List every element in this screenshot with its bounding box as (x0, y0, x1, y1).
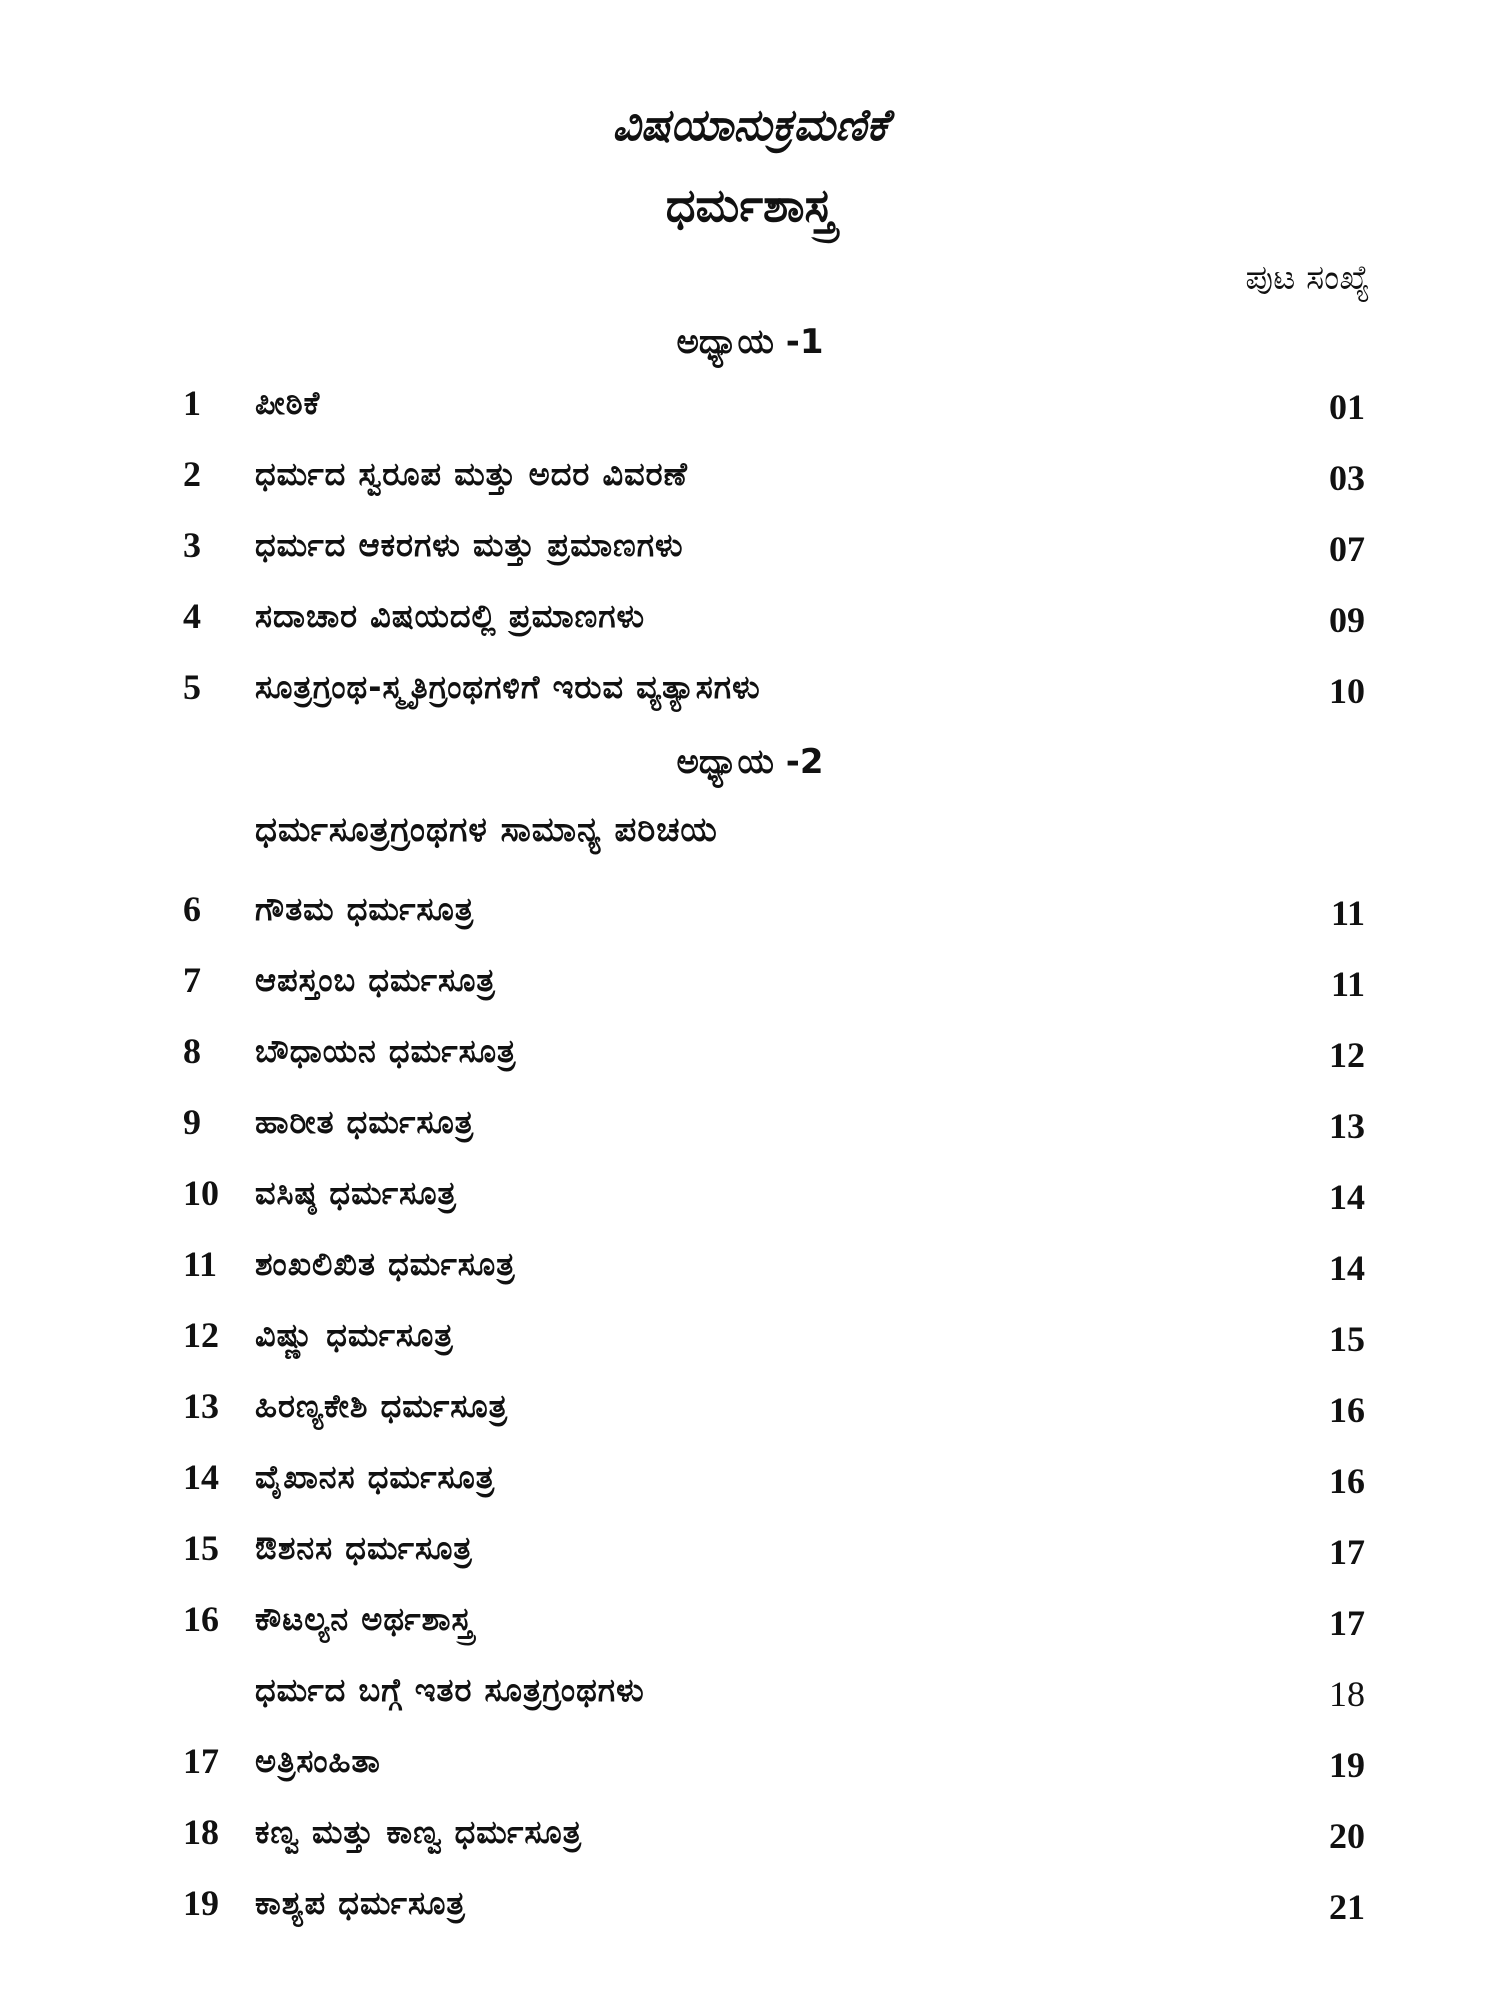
entry-page: 03 (1329, 458, 1365, 498)
entry-number: 10 (183, 1173, 219, 1213)
entry-title: ಕಣ್ವ ಮತ್ತು ಕಾಣ್ವ ಧರ್ಮಸೂತ್ರ (255, 1813, 583, 1851)
entry-number: 17 (183, 1741, 219, 1781)
entry-page: 19 (1329, 1745, 1365, 1785)
entry-title: ಗೌತಮ ಧರ್ಮಸೂತ್ರ (255, 890, 475, 928)
toc-entry[interactable] (0, 524, 1500, 584)
entry-page: 14 (1329, 1177, 1365, 1217)
toc-entry[interactable] (0, 1101, 1500, 1161)
entry-number: 18 (183, 1812, 219, 1852)
entry-page: 16 (1329, 1390, 1365, 1430)
entry-number: 4 (183, 596, 201, 636)
toc-entry[interactable] (0, 959, 1500, 1019)
entry-number: 1 (183, 383, 201, 423)
entry-title: ಪೀಠಿಕೆ (255, 384, 321, 422)
entry-title: ವಿಷ್ಣು ಧರ್ಮಸೂತ್ರ (255, 1316, 454, 1354)
chapter-2-subheading: ಧರ್ಮಸೂತ್ರಗ್ರಂಥಗಳ ಸಾಮಾನ್ಯ ಪರಿಚಯ (255, 810, 718, 850)
entry-number: 11 (183, 1244, 218, 1284)
entry-title: ಸದಾಚಾರ ವಿಷಯದಲ್ಲಿ ಪ್ರಮಾಣಗಳು (255, 597, 646, 635)
entry-number: 6 (183, 889, 201, 929)
entry-page: 21 (1329, 1887, 1365, 1927)
entry-number: 15 (183, 1528, 219, 1568)
entry-page: 20 (1329, 1816, 1365, 1856)
toc-entry[interactable] (0, 1172, 1500, 1232)
toc-entry[interactable] (0, 382, 1500, 442)
entry-title: ಧರ್ಮದ ಸ್ವರೂಪ ಮತ್ತು ಅದರ ವಿವರಣೆ (255, 455, 688, 493)
chapter-1-heading: ಅಧ್ಯಾಯ -1 (676, 322, 824, 362)
toc-entry[interactable] (0, 1314, 1500, 1374)
entry-title: ಅತ್ರಿಸಂಹಿತಾ (255, 1742, 381, 1780)
entry-number: 13 (183, 1386, 219, 1426)
entry-page: 16 (1329, 1461, 1365, 1501)
entry-page: 15 (1329, 1319, 1365, 1359)
entry-page: 17 (1329, 1532, 1365, 1572)
toc-entry[interactable] (0, 1030, 1500, 1090)
entry-page: 11 (1330, 893, 1365, 933)
entry-number: 16 (183, 1599, 219, 1639)
entry-number: 8 (183, 1031, 201, 1071)
entry-page: 09 (1329, 600, 1365, 640)
entry-title: ಹಾರೀತ ಧರ್ಮಸೂತ್ರ (255, 1103, 475, 1141)
entry-title: ಹಿರಣ್ಯಕೇಶಿ ಧರ್ಮಸೂತ್ರ (255, 1387, 508, 1425)
entry-title: ಸೂತ್ರಗ್ರಂಥ-ಸ್ಮೃತಿಗ್ರಂಥಗಳಿಗೆ ಇರುವ ವ್ಯತ್ಯಾಸಗಳು (255, 668, 761, 706)
toc-entry[interactable] (0, 888, 1500, 948)
entry-title: ಆಪಸ್ತಂಬ ಧರ್ಮಸೂತ್ರ (255, 961, 496, 999)
entry-page: 18 (1329, 1674, 1365, 1714)
entry-page: 11 (1330, 964, 1365, 1004)
entry-page: 10 (1329, 671, 1365, 711)
entry-title: ಕಾಶ್ಯಪ ಧರ್ಮಸೂತ್ರ (255, 1884, 466, 1922)
chapter-2-heading: ಅಧ್ಯಾಯ -2 (676, 742, 824, 782)
toc-entry[interactable] (0, 1740, 1500, 1800)
entry-page: 01 (1329, 387, 1365, 427)
entry-title: ಬೌಧಾಯನ ಧರ್ಮಸೂತ್ರ (255, 1032, 517, 1070)
toc-entry[interactable] (0, 1811, 1500, 1871)
toc-entry[interactable] (0, 1456, 1500, 1516)
page-subtitle: ಧರ್ಮಶಾಸ್ತ್ರ (665, 178, 835, 232)
toc-entry[interactable] (0, 453, 1500, 513)
entry-page: 17 (1329, 1603, 1365, 1643)
toc-entry[interactable] (0, 666, 1500, 726)
entry-title: ವಸಿಷ್ಠ ಧರ್ಮಸೂತ್ರ (255, 1174, 457, 1212)
entry-number: 19 (183, 1883, 219, 1923)
entry-title: ಧರ್ಮದ ಬಗ್ಗೆ ಇತರ ಸೂತ್ರಗ್ರಂಥಗಳು (255, 1671, 645, 1709)
toc-entry[interactable] (0, 1669, 1500, 1729)
entry-title: ಔಶನಸ ಧರ್ಮಸೂತ್ರ (255, 1529, 473, 1567)
entry-number: 7 (183, 960, 201, 1000)
page-title: ವಿಷಯಾನುಕ್ರಮಣಿಕೆ (612, 100, 888, 151)
page-number-column-header: ಪುಟ ಸಂಖ್ಯೆ (1245, 258, 1370, 298)
toc-entry[interactable] (0, 1527, 1500, 1587)
entry-page: 07 (1329, 529, 1365, 569)
entry-number: 5 (183, 667, 201, 707)
entry-number: 2 (183, 454, 201, 494)
entry-page: 12 (1329, 1035, 1365, 1075)
toc-entry[interactable] (0, 1882, 1500, 1942)
entry-number: 12 (183, 1315, 219, 1355)
entry-page: 13 (1329, 1106, 1365, 1146)
toc-entry[interactable] (0, 1243, 1500, 1303)
entry-number: 14 (183, 1457, 219, 1497)
entry-page: 14 (1329, 1248, 1365, 1288)
toc-entry[interactable] (0, 1385, 1500, 1445)
entry-number: 3 (183, 525, 201, 565)
toc-entry[interactable] (0, 595, 1500, 655)
entry-title: ಶಂಖಲಿಖಿತ ಧರ್ಮಸೂತ್ರ (255, 1245, 516, 1283)
toc-entry[interactable] (0, 1598, 1500, 1658)
entry-number: 9 (183, 1102, 201, 1142)
entry-title: ವೈಖಾನಸ ಧರ್ಮಸೂತ್ರ (255, 1458, 496, 1496)
entry-title: ಧರ್ಮದ ಆಕರಗಳು ಮತ್ತು ಪ್ರಮಾಣಗಳು (255, 526, 684, 564)
entry-title: ಕೌಟಲ್ಯನ ಅರ್ಥಶಾಸ್ತ್ರ (255, 1600, 474, 1638)
